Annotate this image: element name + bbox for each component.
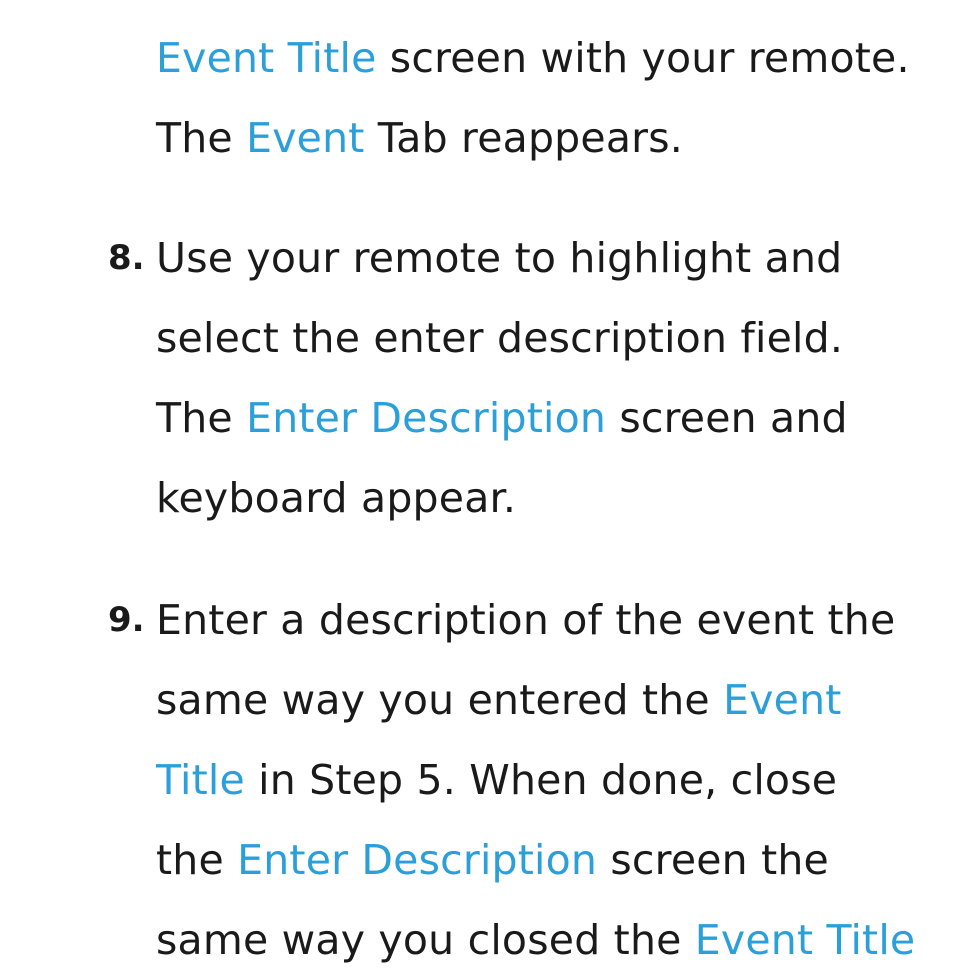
highlight-event-title: Event Title: [156, 34, 377, 82]
highlight-event-title: Event Title: [694, 916, 916, 964]
step8-line-4: keyboard appear.: [156, 474, 517, 522]
continuation-line-1: [156, 18, 910, 98]
step-number-9: 9.: [108, 600, 145, 640]
step-number-8: 8.: [108, 238, 145, 278]
text-segment: the: [156, 836, 238, 884]
text-segment: Tab reappears.: [364, 114, 683, 162]
highlight-enter-description: Enter Description: [237, 836, 598, 884]
text-segment: The: [156, 394, 247, 442]
text-segment: The: [156, 114, 247, 162]
text-segment: screen with your remote.: [376, 34, 910, 82]
step9-line-5: [156, 900, 915, 980]
text-segment: same way you closed the: [156, 916, 695, 964]
highlight-event: Event: [723, 676, 842, 724]
step9-line-2: [156, 660, 842, 740]
text-segment: same way you entered the: [156, 676, 724, 724]
step9-line-3: [156, 740, 837, 820]
step8-line-1: Use your remote to highlight and: [156, 234, 843, 282]
highlight-enter-description: Enter Description: [246, 394, 607, 442]
step9-line-4: [156, 820, 829, 900]
text-segment: screen the: [597, 836, 829, 884]
step8-line-3: [156, 378, 848, 458]
continuation-line-2: [156, 98, 683, 178]
text-segment: in Step 5. When done, close: [244, 756, 838, 804]
step8-line-2: select the enter description field.: [156, 314, 844, 362]
highlight-event: Event: [246, 114, 365, 162]
highlight-title: Title: [156, 756, 245, 804]
step9-line-1: Enter a description of the event the: [156, 596, 896, 644]
text-segment: screen and: [606, 394, 848, 442]
